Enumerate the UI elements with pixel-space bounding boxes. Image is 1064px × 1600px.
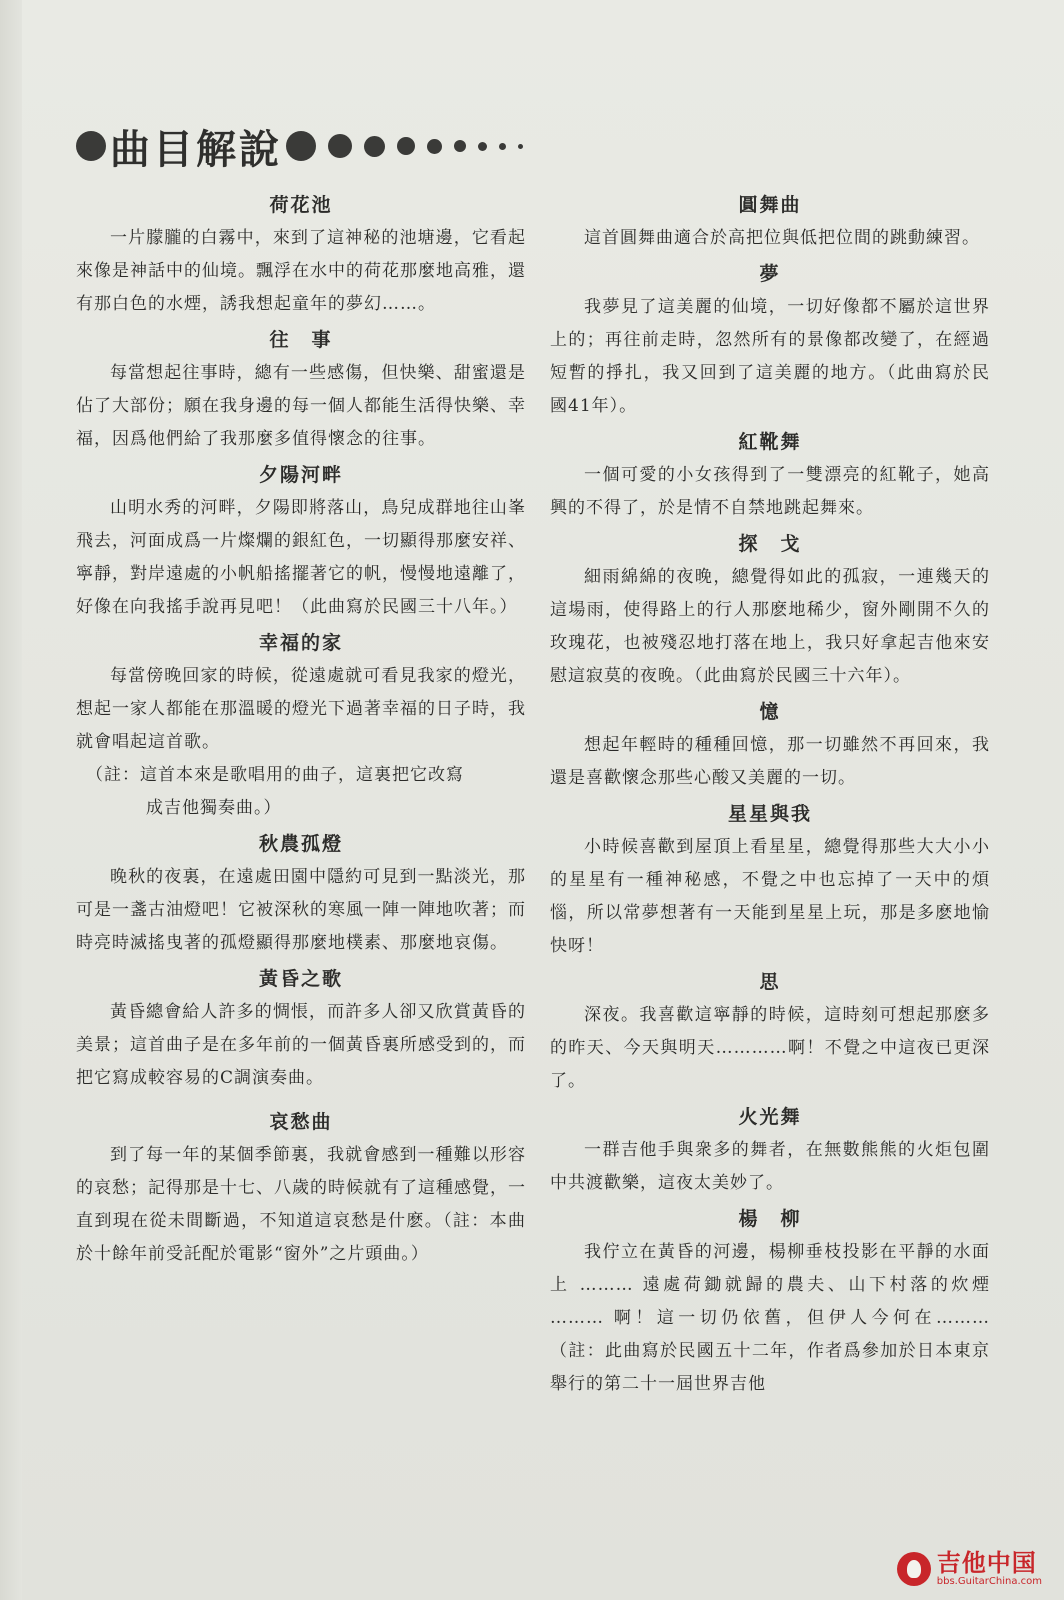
section-memories [76, 327, 526, 456]
section-title: 星星與我 [727, 803, 812, 825]
page-title: 曲目解說 [110, 125, 282, 173]
dot-icon [397, 137, 415, 155]
section-header [76, 116, 535, 176]
section-text: 每當想起往事時，總有一些感傷，但快樂、甜蜜還是佔了大部份；願在我身邊的每一個人都能生活得快樂、幸福，因爲他們給了我那麼多值得懷念的往事。 [76, 363, 526, 449]
section-fire-dance [550, 1104, 990, 1200]
section-willow [550, 1206, 990, 1401]
section-title: 圓舞曲 [738, 194, 802, 216]
section-text: 我佇立在黃昏的河邊，楊柳垂枝投影在平靜的水面上 ……… 遠處荷鋤就歸的農夫、山下村落的炊煙 ……… 啊！這一切仍依舊，但伊人今何在……… （註：此曲寫於民國五十二年，作者爲參加於日本東京舉行的第二十一屆世界吉他 [550, 1242, 990, 1394]
section-text: 山明水秀的河畔，夕陽即將落山，鳥兒成群地往山峯飛去，河面成爲一片燦爛的銀紅色，一切顯得那麼安祥、寧靜，對岸遠處的小帆船搖擺著它的帆，慢慢地遠離了，好像在向我搖手說再見吧！（此曲寫於民國三十八年。） [76, 498, 526, 617]
section-dusk-song [76, 966, 526, 1095]
section-autumn-lamp [76, 831, 526, 960]
section-recollection [550, 699, 990, 795]
section-tango [550, 531, 990, 693]
section-text: 一群吉他手與衆多的舞者，在無數熊熊的火炬包圍中共渡歡樂，這夜太美妙了。 [550, 1140, 990, 1193]
section-title: 夕陽河畔 [258, 464, 343, 486]
section-title: 楊 柳 [738, 1208, 802, 1230]
section-text: 黃昏總會給人許多的惆悵，而許多人卻又欣賞黃昏的美景；這首曲子是在多年前的一個黃昏裏所感受到的，而把它寫成較容易的C調演奏曲。 [76, 1002, 526, 1088]
section-happy-home [76, 630, 526, 825]
section-text: 每當傍晚回家的時候，從遠處就可看見我家的燈光，想起一家人都能在那溫暖的燈光下過著幸福的日子時，我就會唱起這首歌。 [76, 666, 526, 752]
section-thought [550, 969, 990, 1098]
dot-icon [454, 140, 466, 152]
section-title: 哀愁曲 [269, 1111, 333, 1133]
watermark-text [937, 1550, 1042, 1588]
section-title: 幸福的家 [258, 632, 343, 654]
section-text: 我夢見了這美麗的仙境，一切好像都不屬於這世界上的；再往前走時，忽然所有的景像都改變了，在經過短暫的掙扎，我又回到了這美麗的地方。（此曲寫於民國41年）。 [550, 297, 990, 416]
section-sunset-river [76, 462, 526, 624]
watermark-brand: 吉他中国 [936, 1549, 1037, 1577]
section-title: 荷花池 [269, 194, 333, 216]
section-title: 紅靴舞 [738, 431, 802, 453]
section-dream [550, 261, 990, 423]
section-title: 憶 [759, 701, 781, 723]
section-text: 深夜。我喜歡這寧靜的時候，這時刻可想起那麽多的昨天、今天與明天…………啊！不覺之中這夜已更深了。 [550, 1005, 990, 1091]
dot-icon [364, 136, 385, 157]
section-text: 到了每一年的某個季節裏，我就會感到一種難以形容的哀愁；記得那是十七、八歲的時候就有了這種感覺，一直到現在從未間斷過，不知道這哀愁是什麽。（註：本曲於十餘年前受託配於電影“窗外”之片頭曲。） [76, 1145, 526, 1264]
site-watermark [897, 1550, 1042, 1588]
decorative-dots [286, 131, 535, 161]
section-lotus-pond [76, 192, 526, 321]
dot-icon [328, 134, 352, 158]
section-title: 火光舞 [738, 1106, 802, 1128]
dot-icon [499, 143, 506, 150]
section-text: 想起年輕時的種種回憶，那一切雖然不再回來，我還是喜歡懷念那些心酸又美麗的一切。 [550, 735, 990, 788]
note-line: 成吉他獨奏曲。） [146, 798, 282, 818]
section-title: 夢 [759, 263, 781, 285]
section-stars-and-me [550, 801, 990, 963]
section-title: 思 [759, 971, 781, 993]
left-column [76, 186, 526, 1271]
bullet-dot-icon [76, 131, 106, 161]
section-note [86, 759, 526, 825]
section-title: 黃昏之歌 [258, 968, 343, 990]
section-text: 這首圓舞曲適合於高把位與低把位間的跳動練習。 [584, 228, 980, 248]
dot-icon [518, 144, 523, 149]
dot-icon [286, 131, 316, 161]
section-melancholy [76, 1109, 526, 1271]
section-text: 一片朦朧的白霧中，來到了這神秘的池塘邊，它看起來像是神話中的仙境。飄浮在水中的荷花那麼地高雅，還有那白色的水煙，誘我想起童年的夢幻……。 [76, 228, 526, 314]
right-column [550, 186, 990, 1401]
watermark-url: bbs.GuitarChina.com [936, 1576, 1042, 1587]
section-text: 一個可愛的小女孩得到了一雙漂亮的紅靴子，她高興的不得了，於是情不自禁地跳起舞來。 [550, 465, 990, 518]
dot-icon [478, 142, 487, 151]
note-line: （註：這首本來是歌唱用的曲子，這裏把它改寫 [86, 765, 464, 785]
section-title: 秋農孤燈 [258, 833, 343, 855]
section-waltz [550, 192, 990, 255]
section-text: 晚秋的夜裏，在遠處田園中隱約可見到一點淡光，那可是一盞古油燈吧！它被深秋的寒風一陣一陣地吹著；而時亮時滅搖曳著的孤燈顯得那麼地樸素、那麼地哀傷。 [76, 867, 526, 953]
page-fold-shadow [0, 0, 22, 1600]
section-title: 往 事 [269, 329, 333, 351]
section-text: 小時候喜歡到屋頂上看星星，總覺得那些大大小小的星星有一種神秘感，不覺之中也忘掉了一天中的煩惱，所以常夢想著有一天能到星星上玩，那是多麽地愉快呀！ [550, 837, 990, 956]
section-title: 探 戈 [738, 533, 802, 555]
section-text: 細雨綿綿的夜晚，總覺得如此的孤寂，一連幾天的這場雨，使得路上的行人那麽地稀少，窗外剛開不久的玫瑰花，也被殘忍地打落在地上，我只好拿起吉他來安慰這寂莫的夜晚。（此曲寫於民國三十六年）。 [550, 567, 990, 686]
section-red-shoes [550, 429, 990, 525]
guitar-logo-icon [897, 1552, 931, 1586]
dot-icon [427, 139, 442, 154]
